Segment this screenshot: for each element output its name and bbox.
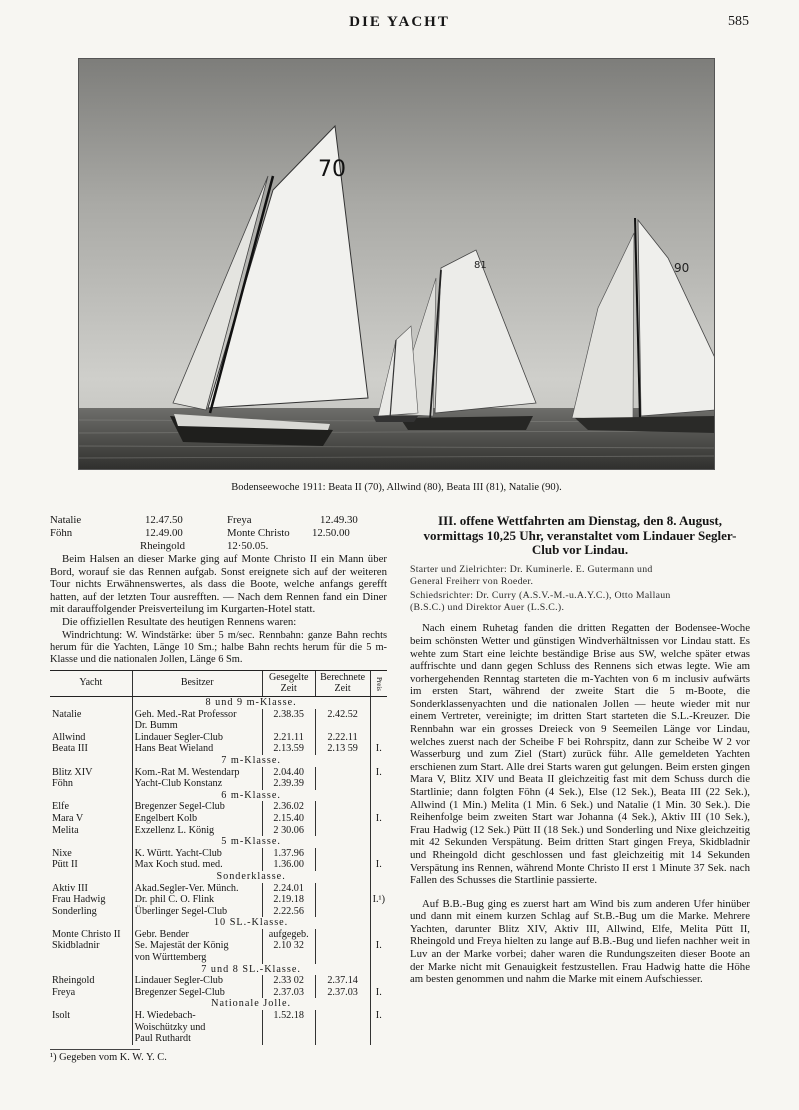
right-column bbox=[410, 514, 750, 997]
table-row bbox=[50, 709, 387, 721]
owner-name: Engelbert Kolb bbox=[132, 813, 262, 825]
section-heading: III. offene Wettfahrten am Dienstag, den 8. August, vormittags 10,25 Uhr, veranstaltet vom Lindauer Segler-Club vor Lindau. bbox=[423, 513, 737, 557]
owner-name: Dr. Bumm bbox=[132, 720, 262, 732]
yacht-name: Föhn bbox=[52, 778, 73, 790]
time-value: 12.47.50 bbox=[145, 514, 183, 526]
elapsed-time: 2 30.06 bbox=[262, 825, 315, 837]
elapsed-time: 2.22.56 bbox=[262, 906, 315, 918]
elapsed-time: 2.10 32 bbox=[262, 940, 315, 952]
corrected-time: 2.22.11 bbox=[315, 732, 370, 744]
yacht-name bbox=[50, 1033, 132, 1045]
yacht-name: Melita bbox=[52, 824, 79, 836]
table-row bbox=[50, 767, 387, 779]
yacht-name: Isolt bbox=[52, 1010, 71, 1022]
elapsed-time: 2.37.03 bbox=[262, 987, 315, 999]
yacht-name bbox=[50, 952, 132, 964]
table-row bbox=[50, 929, 387, 941]
prize bbox=[370, 848, 387, 860]
class-row bbox=[50, 697, 387, 709]
yacht-name: Skidbladnir bbox=[52, 940, 100, 952]
table-row bbox=[50, 1022, 387, 1034]
corrected-time bbox=[315, 859, 370, 871]
table-row bbox=[50, 894, 387, 906]
elapsed-time: 2.15.40 bbox=[262, 813, 315, 825]
corrected-time bbox=[315, 940, 370, 952]
owner-name: Gebr. Bender bbox=[132, 929, 262, 941]
elapsed-time: 2.24.01 bbox=[262, 883, 315, 895]
owner-name: Geh. Med.-Rat Professor bbox=[132, 709, 262, 721]
corrected-time: 2.13 59 bbox=[315, 743, 370, 755]
elapsed-time bbox=[262, 952, 315, 964]
yacht-name: Elfe bbox=[52, 801, 69, 813]
photo-caption: Bodenseewoche 1911: Beata II (70), Allwind (80), Beata III (81), Natalie (90). bbox=[231, 482, 562, 493]
times-block bbox=[50, 514, 387, 566]
table-row bbox=[50, 906, 387, 918]
class-row bbox=[50, 917, 387, 929]
prize bbox=[370, 1033, 387, 1045]
elapsed-time: 2.36.02 bbox=[262, 801, 315, 813]
elapsed-time: 1.36.00 bbox=[262, 859, 315, 871]
corrected-time bbox=[315, 883, 370, 895]
corrected-time: 2.37.03 bbox=[315, 987, 370, 999]
owner-name: Lindauer Segler-Club bbox=[132, 975, 262, 987]
yacht-name: Mara V bbox=[52, 812, 84, 824]
table-row bbox=[50, 1010, 387, 1022]
prize bbox=[370, 801, 387, 813]
wind-info: Windrichtung: W. Windstärke: über 5 m/sec. Rennbahn: ganze Bahn rechts herum für die Yachten, Länge 10 Sm.; halbe Bahn rechts herum für die 5 m-Klasse und die nationalen Jollen, Länge 6 Sm. bbox=[50, 630, 387, 665]
yacht-name: Aktiv III bbox=[52, 882, 88, 894]
corrected-time bbox=[315, 894, 370, 906]
elapsed-time: 2.33 02 bbox=[262, 975, 315, 987]
class-label: 6 m-Klasse. bbox=[132, 790, 370, 802]
yacht-name: Monte Christo II bbox=[52, 928, 121, 940]
prize bbox=[370, 906, 387, 918]
left-column bbox=[50, 514, 387, 1064]
class-label: Nationale Jolle. bbox=[132, 998, 370, 1010]
elapsed-time: 2.04.40 bbox=[262, 767, 315, 779]
yacht-name: Allwind bbox=[52, 731, 86, 743]
corrected-time bbox=[315, 1010, 370, 1022]
paragraph: Auf B.B.-Bug ging es zuerst hart am Wind bis zum anderen Ufer hinüber und dann mit einem kurzen Schlag auf St.B.-Bug um die Marke. Mehrere Yachten, darunter Blitz XIV, Aktiv III, Allwind, Elfe, Melita Pütt II, Rheingold und Freya hielten zu lange auf B.B.-Bug und liefen nachher weit in Luv an der Marke vorbei; daher waren die Rundungszeiten dieser Boote an der Marke nicht mit Genauigkeit festzustellen. Frau Hadwig hatte die Höhe am besten genommen und nahm die Marke mit einem Aufschiesser. bbox=[410, 897, 750, 986]
regatta-photo bbox=[78, 58, 715, 470]
elapsed-time: 2.19.18 bbox=[262, 894, 315, 906]
results-table bbox=[50, 670, 387, 1045]
corrected-time bbox=[315, 801, 370, 813]
class-label: Sonderklasse. bbox=[132, 871, 370, 883]
col-elapsed: Gesegelte Zeit bbox=[262, 671, 315, 697]
owner-name: Paul Ruthardt bbox=[132, 1033, 262, 1045]
table-row bbox=[50, 975, 387, 987]
prize bbox=[370, 975, 387, 987]
owner-name: K. Württ. Yacht-Club bbox=[132, 848, 262, 860]
time-name: Föhn bbox=[50, 527, 73, 539]
owner-name: Yacht-Club Konstanz bbox=[132, 778, 262, 790]
time-value: 12.50.00 bbox=[312, 527, 350, 539]
class-row bbox=[50, 871, 387, 883]
prize bbox=[370, 778, 387, 790]
prize bbox=[370, 825, 387, 837]
officials-line: Schiedsrichter: Dr. Curry (A.S.V.-M.-u.A.Y.C.), Otto Mallaun bbox=[410, 589, 671, 601]
class-label: 10 SL.-Klasse. bbox=[132, 917, 370, 929]
table-row bbox=[50, 825, 387, 837]
yacht-name bbox=[50, 720, 132, 732]
sail-number-90: 90 bbox=[674, 261, 690, 275]
owner-name: Dr. phil C. O. Flink bbox=[132, 894, 262, 906]
time-name: Rheingold bbox=[140, 540, 185, 552]
time-name: Natalie bbox=[50, 514, 82, 526]
prize: I. bbox=[370, 813, 387, 825]
table-row bbox=[50, 778, 387, 790]
elapsed-time bbox=[262, 720, 315, 732]
prize: I. bbox=[370, 743, 387, 755]
paragraph: Die offiziellen Resultate des heutigen Rennens waren: bbox=[62, 615, 297, 628]
elapsed-time: 2.38.35 bbox=[262, 709, 315, 721]
owner-name: Exzellenz L. König bbox=[132, 825, 262, 837]
class-row bbox=[50, 964, 387, 976]
owner-name: Bregenzer Segel-Club bbox=[132, 801, 262, 813]
prize: I. bbox=[370, 767, 387, 779]
prize: I. bbox=[370, 940, 387, 952]
elapsed-time: 2.13.59 bbox=[262, 743, 315, 755]
yacht-name: Rheingold bbox=[52, 975, 95, 987]
elapsed-time: 1.52.18 bbox=[262, 1010, 315, 1022]
results-body bbox=[50, 697, 387, 1045]
elapsed-time: 2.21.11 bbox=[262, 732, 315, 744]
officials-line: Starter und Zielrichter: Dr. Kuminerle. E. Gutermann und bbox=[410, 563, 653, 575]
owner-name: Lindauer Segler-Club bbox=[132, 732, 262, 744]
officials-line: General Freiherr von Roeder. bbox=[410, 575, 534, 587]
class-label: 8 und 9 m-Klasse. bbox=[132, 697, 370, 709]
yacht-name: Pütt II bbox=[52, 859, 78, 871]
corrected-time bbox=[315, 848, 370, 860]
table-row bbox=[50, 987, 387, 999]
time-value: 12.49.00 bbox=[145, 527, 183, 539]
corrected-time bbox=[315, 778, 370, 790]
owner-name: von Württemberg bbox=[132, 952, 262, 964]
corrected-time bbox=[315, 1022, 370, 1034]
prize bbox=[370, 732, 387, 744]
col-owner: Besitzer bbox=[132, 671, 262, 697]
paragraph: Beim Halsen an dieser Marke ging auf Monte Christo II ein Mann über Bord, worauf sie das Rennen aufgab. Sonst ereignete sich auf der weiteren Tour nichts Erwähnenswertes, als dass die Boote, welche anfangs gerefft hatten, auf der letzten Tour ausrefften. — Nach dem Rennen fand ein Diner mit darauffolgender Preisverteilung im Kurgarten-Hotel statt. bbox=[50, 553, 387, 615]
table-row bbox=[50, 732, 387, 744]
prize bbox=[370, 883, 387, 895]
time-name: Freya bbox=[227, 514, 252, 526]
prize: I. bbox=[370, 859, 387, 871]
yacht-name bbox=[50, 1022, 132, 1034]
yacht-name: Sonderling bbox=[52, 905, 97, 917]
table-row bbox=[50, 813, 387, 825]
prize bbox=[370, 709, 387, 721]
yacht-name: Nixe bbox=[52, 847, 72, 859]
table-row bbox=[50, 743, 387, 755]
class-row bbox=[50, 836, 387, 848]
prize bbox=[370, 1022, 387, 1034]
elapsed-time bbox=[262, 1033, 315, 1045]
table-row bbox=[50, 940, 387, 952]
class-row bbox=[50, 755, 387, 767]
table-row bbox=[50, 952, 387, 964]
table-row bbox=[50, 848, 387, 860]
footnote: ¹) Gegeben vom K. W. Y. C. bbox=[50, 1049, 140, 1065]
class-label: 7 und 8 SL.-Klasse. bbox=[132, 964, 370, 976]
owner-name: Max Koch stud. med. bbox=[132, 859, 262, 871]
corrected-time bbox=[315, 1033, 370, 1045]
table-row bbox=[50, 720, 387, 732]
elapsed-time: 1.37.96 bbox=[262, 848, 315, 860]
owner-name: H. Wiedebach- bbox=[132, 1010, 262, 1022]
col-prize: Preis bbox=[370, 671, 387, 697]
corrected-time bbox=[315, 906, 370, 918]
owner-name: Se. Majestät der König bbox=[132, 940, 262, 952]
col-corrected: Berechnete Zeit bbox=[315, 671, 370, 697]
class-row bbox=[50, 998, 387, 1010]
table-row bbox=[50, 1033, 387, 1045]
corrected-time: 2.42.52 bbox=[315, 709, 370, 721]
prize bbox=[370, 720, 387, 732]
yacht-name: Blitz XIV bbox=[52, 766, 93, 778]
yacht-name: Frau Hadwig bbox=[52, 894, 106, 906]
sail-number-70: 70 bbox=[318, 157, 346, 182]
owner-name: Überlinger Segel-Club bbox=[132, 906, 262, 918]
corrected-time bbox=[315, 952, 370, 964]
table-row bbox=[50, 801, 387, 813]
yacht-name: Natalie bbox=[52, 708, 82, 720]
time-name: Monte Christo bbox=[227, 527, 290, 539]
prize: I. bbox=[370, 987, 387, 999]
yacht-name: Freya bbox=[52, 986, 76, 998]
sail-number-81: 81 bbox=[474, 260, 487, 271]
time-value: 12·50.05. bbox=[227, 540, 269, 552]
paragraph: Nach einem Ruhetag fanden die dritten Regatten der Bodensee-Woche beim schönsten Wetter und günstigen Windverhältnissen vor Lindau statt. Es wehte zum Start eine leichte beständige Brise aus SW, welche später etwas auffrischte und dann gegen Schluss des Rennens sich etwas legte. Wie am vorhergehenden Renntag starteten die m-Yachten von 6 m inclusiv aufwärts im ersten Start, während der zweite Start die 5 m-Boote, die Sonderklassenyachten und die nationalen Jollen — heute wieder mit nur einem Vertreter, vereinigte; im dritten Start starteten die S.L.-Kreuzer. Die Rennbahn war ein grosses Dreieck von 9 Seemeilen Länge vor Lindau, welches zuerst nach der Scheibe F bei Rohrspitz, dann zur Scheibe W 2 vor Wasserburg und zum Ziel (Start) zurück führ. Alle gemeldeten Yachten erschienen zum Start. Alle drei Starts waren gut gelungen. Beim ersten gingen Mara V, Blitz XIV und Beata II gleichzeitig fast mit dem Schuss durch die Startlinie; dann folgten Föhn (4 Sek.), Else (12 Sek.), Beata III (22 Sek.), Allwind (1 Min.) Melita (1 Min. 6 Sek.) und Natalie (1 Min. 30 Sek.). Die Reihenfolge beim zweiten Start war Johanna (4 Sek.), Aktiv III (10 Sek.), Frau Hadwig (12 Sek.) Pütt II (18 Sek.) und Sonderling und Nixe gleichzeitig mit 42 Sekunden Verspätung. Beim dritten Start gingen Freya, Skidbladnir und Rheingold dicht geschlossen und fast gleichzeitig mit 14 Sekunden Verspätung ins Rennen, während Monte Christo II erst 1 Minute 37 Sek. nach Fallen des Schusses die Startlinie passierte. bbox=[410, 622, 750, 887]
prize: I. bbox=[370, 1010, 387, 1022]
owner-name: Woischützky und bbox=[132, 1022, 262, 1034]
prize bbox=[370, 929, 387, 941]
table-row bbox=[50, 883, 387, 895]
corrected-time bbox=[315, 825, 370, 837]
corrected-time bbox=[315, 767, 370, 779]
prize bbox=[370, 952, 387, 964]
owner-name: Akad.Segler-Ver. Münch. bbox=[132, 883, 262, 895]
class-label: 7 m-Klasse. bbox=[132, 755, 370, 767]
owner-name: Bregenzer Segel-Club bbox=[132, 987, 262, 999]
elapsed-time bbox=[262, 1022, 315, 1034]
elapsed-time: aufgegeb. bbox=[262, 929, 315, 941]
corrected-time bbox=[315, 720, 370, 732]
class-row bbox=[50, 790, 387, 802]
time-value: 12.49.30 bbox=[320, 514, 358, 526]
class-label: 5 m-Klasse. bbox=[132, 836, 370, 848]
running-title: DIE YACHT bbox=[349, 14, 450, 30]
elapsed-time: 2.39.39 bbox=[262, 778, 315, 790]
prize: I.¹) bbox=[370, 894, 387, 906]
officials-line: (B.S.C.) und Direktor Auer (L.S.C.). bbox=[410, 602, 565, 614]
table-row bbox=[50, 859, 387, 871]
owner-name: Kom.-Rat M. Westendarp bbox=[132, 767, 262, 779]
yacht-name: Beata III bbox=[52, 743, 88, 755]
corrected-time: 2.37.14 bbox=[315, 975, 370, 987]
owner-name: Hans Beat Wieland bbox=[132, 743, 262, 755]
col-yacht: Yacht bbox=[50, 671, 132, 697]
page-number: 585 bbox=[728, 14, 749, 29]
corrected-time bbox=[315, 813, 370, 825]
corrected-time bbox=[315, 929, 370, 941]
